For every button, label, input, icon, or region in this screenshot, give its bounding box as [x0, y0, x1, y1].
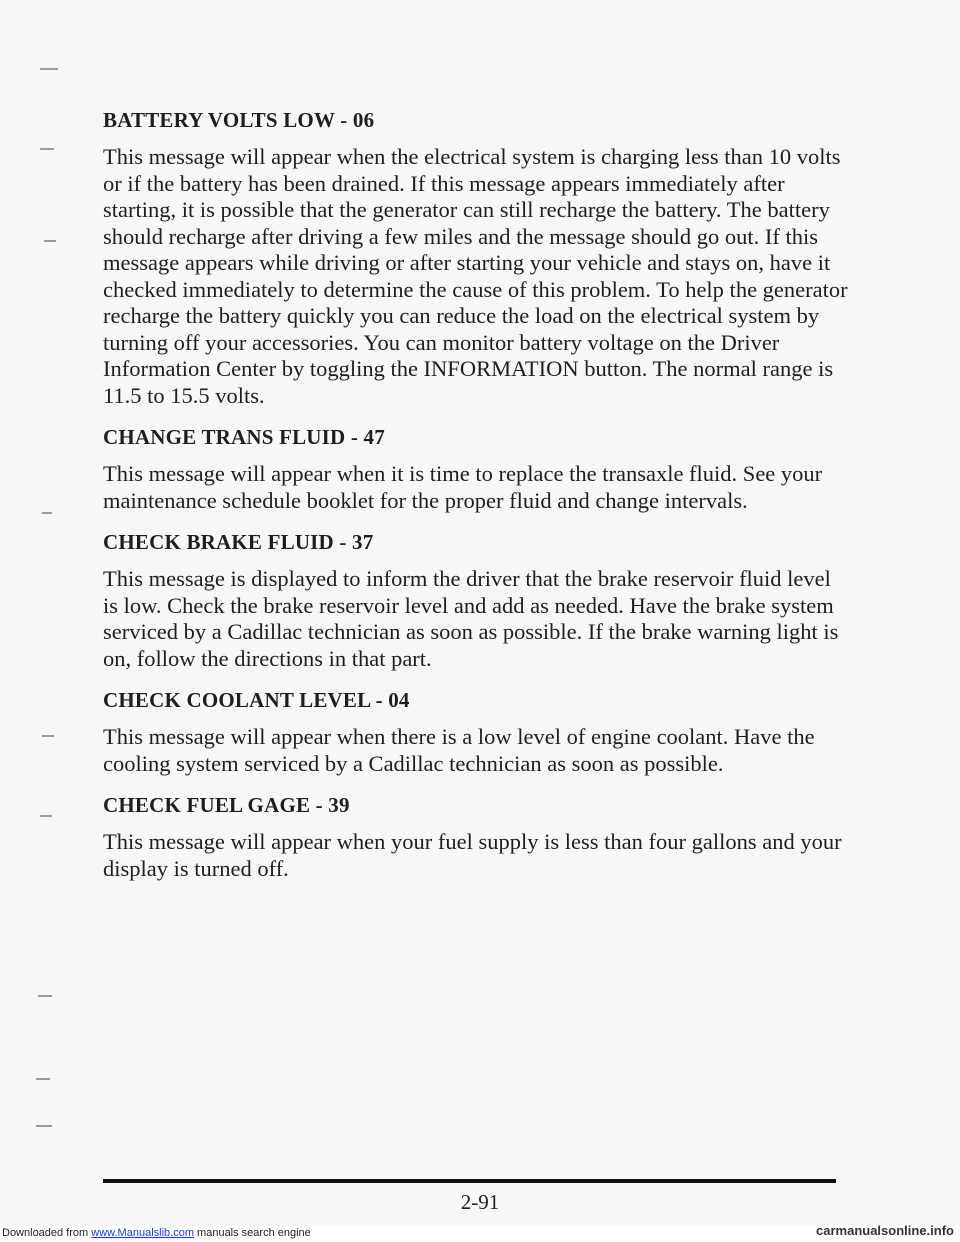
section-heading: CHECK COOLANT LEVEL - 04 [103, 688, 410, 712]
margin-mark [40, 68, 58, 70]
manual-page-content [103, 106, 848, 896]
footer-source [2, 1227, 311, 1239]
margin-mark [38, 995, 52, 997]
section-check-fuel-gage [103, 791, 848, 882]
section-heading: CHECK FUEL GAGE - 39 [103, 793, 350, 817]
footer-prefix: Downloaded from [2, 1227, 89, 1239]
watermark: carmanualsonline.info [816, 1223, 954, 1238]
page-number: 2-91 [460, 1190, 500, 1214]
section-body: This message will appear when it is time to replace the transaxle fluid. See your maintenance schedule booklet for the proper fluid and change intervals. [103, 461, 823, 513]
footer-suffix: manuals search engine [197, 1227, 311, 1239]
section-heading: CHANGE TRANS FLUID - 47 [103, 425, 385, 449]
section-body: This message is displayed to inform the driver that the brake reservoir fluid level is low. Check the brake reservoir level and add as needed. Have the brake system serviced by a Cadillac technician as soon as possible. If the brake warning light is on, follow the directions in that part. [103, 566, 839, 671]
footer-rule [103, 1179, 836, 1183]
section-heading: BATTERY VOLTS LOW - 06 [103, 108, 375, 132]
margin-mark [36, 1125, 52, 1127]
section-change-trans-fluid [103, 423, 848, 514]
section-heading: CHECK BRAKE FLUID - 37 [103, 530, 374, 554]
section-battery-volts-low [103, 106, 848, 409]
section-check-coolant-level [103, 686, 848, 777]
margin-mark [40, 815, 52, 817]
margin-mark [42, 735, 54, 737]
download-footer [0, 1223, 960, 1242]
section-body: This message will appear when there is a low level of engine coolant. Have the cooling system serviced by a Cadillac technician as soon as possible. [103, 724, 815, 776]
margin-mark [44, 240, 56, 242]
section-body: This message will appear when your fuel supply is less than four gallons and your display is turned off. [103, 829, 842, 881]
margin-marks [0, 0, 80, 1242]
margin-mark [40, 148, 54, 150]
section-body: This message will appear when the electrical system is charging less than 10 volts or if the battery has been drained. If this message appears immediately after starting, it is possible that the generator can still recharge the battery. The battery should recharge after driving a few miles and the message should go out. If this message appears while driving or after starting your vehicle and stays on, have it checked immediately to determine the cause of this problem. To help the generator recharge the battery quickly you can reduce the load on the electrical system by turning off your accessories. You can monitor battery voltage on the Driver Information Center by toggling the INFORMATION button. The normal range is 11.5 to 15.5 volts. [103, 144, 848, 408]
margin-mark [36, 1078, 50, 1080]
section-check-brake-fluid [103, 528, 848, 672]
manualslib-link[interactable]: www.Manualslib.com [91, 1227, 194, 1239]
margin-mark [42, 512, 52, 514]
